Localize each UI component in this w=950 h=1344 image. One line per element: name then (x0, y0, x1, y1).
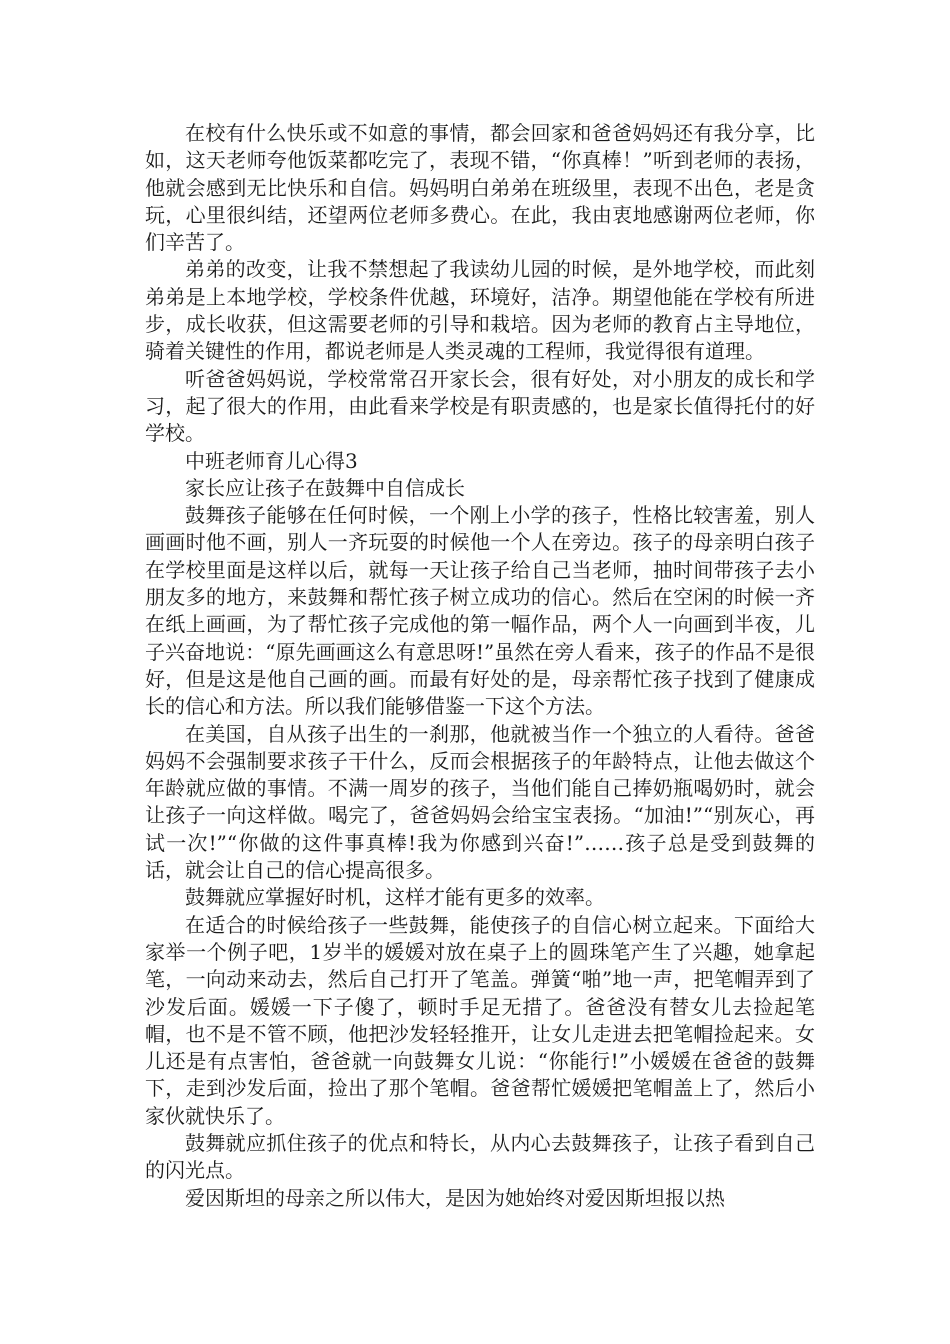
paragraph: 在美国，自从孩子出生的一刹那，他就被当作一个独立的人看待。爸爸妈妈不会强制要求孩子干什么，反而会根据孩子的年龄特点，让他去做这个年龄就应做的事情。不满一周岁的孩子，当他们能自己捧奶瓶喝奶时，就会让孩子一向这样做。喝完了，爸爸妈妈会给宝宝表扬。“加油!”“别灰心，再试一次!”“你做的这件事真棒!我为你感到兴奋!”……孩子总是受到鼓舞的话，就会让自己的信心提高很多。 (145, 721, 815, 883)
paragraph: 鼓舞就应抓住孩子的优点和特长，从内心去鼓舞孩子，让孩子看到自己的闪光点。 (145, 1130, 815, 1183)
paragraph: 爱因斯坦的母亲之所以伟大，是因为她始终对爱因斯坦报以热 (185, 1185, 725, 1210)
section-subheading: 家长应让孩子在鼓舞中自信成长 (185, 475, 465, 500)
section-heading: 中班老师育儿心得3 (185, 448, 358, 473)
paragraph: 弟弟的改变，让我不禁想起了我读幼儿园的时候，是外地学校，而此刻弟弟是上本地学校，学校条件优越，环境好，洁净。期望他能在学校有所进步，成长收获，但这需要老师的引导和栽培。因为老师的教育占主导地位，骑着关键性的作用，都说老师是人类灵魂的工程师，我觉得很有道理。 (145, 257, 815, 364)
paragraph: 在校有什么快乐或不如意的事情，都会回家和爸爸妈妈还有我分享，比如，这天老师夸他饭菜都吃完了，表现不错，“你真棒！”听到老师的表扬，他就会感到无比快乐和自信。妈妈明白弟弟在班级里，表现不出色，老是贪玩，心里很纠结，还望两位老师多费心。在此，我由衷地感谢两位老师，你们辛苦了。 (145, 121, 815, 255)
paragraph: 听爸爸妈妈说，学校常常召开家长会，很有好处，对小朋友的成长和学习，起了很大的作用，由此看来学校是有职责感的，也是家长值得托付的好学校。 (145, 366, 815, 446)
document-body (145, 120, 815, 1212)
paragraph: 鼓舞孩子能够在任何时候，一个刚上小学的孩子，性格比较害羞，别人画画时他不画，别人一齐玩耍的时候他一个人在旁边。孩子的母亲明白孩子在学校里面是这样以后，就每一天让孩子给自己当老师，抽时间带孩子去小朋友多的地方，来鼓舞和帮忙孩子树立成功的信心。然后在空闲的时候一齐在纸上画画，为了帮忙孩子完成他的第一幅作品，两个人一向画到半夜，儿子兴奋地说：“原先画画这么有意思呀!”虽然在旁人看来，孩子的作品不是很好，但是这是他自己画的画。而最有好处的是，母亲帮忙孩子找到了健康成长的信心和方法。所以我们能够借鉴一下这个方法。 (145, 503, 815, 719)
paragraph: 鼓舞就应掌握好时机，这样才能有更多的效率。 (185, 885, 605, 910)
paragraph: 在适合的时候给孩子一些鼓舞，能使孩子的自信心树立起来。下面给大家举一个例子吧，1岁半的媛媛对放在桌子上的圆珠笔产生了兴趣，她拿起笔，一向动来动去，然后自己打开了笔盖。弹簧“啪”地一声，把笔帽弄到了沙发后面。媛媛一下子傻了，顿时手足无措了。爸爸没有替女儿去捡起笔帽，也不是不管不顾，他把沙发轻轻推开，让女儿走进去把笔帽捡起来。女儿还是有点害怕，爸爸就一向鼓舞女儿说：“你能行!”小媛媛在爸爸的鼓舞下，走到沙发后面，捡出了那个笔帽。爸爸帮忙媛媛把笔帽盖上了，然后小家伙就快乐了。 (145, 912, 815, 1128)
